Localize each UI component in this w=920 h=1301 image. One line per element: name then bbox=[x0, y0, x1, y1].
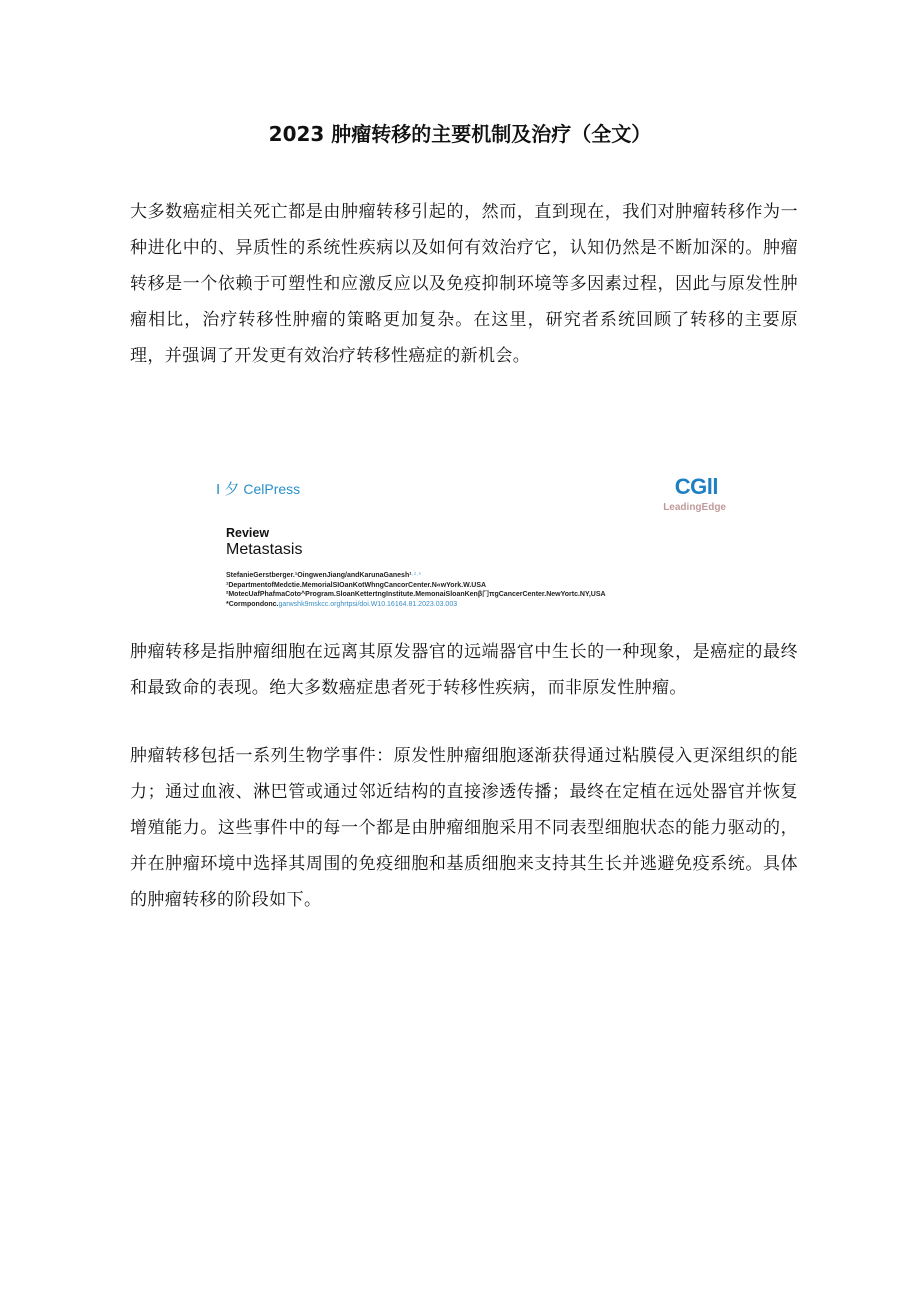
paragraph-stages: 肿瘤转移包括一系列生物学事件：原发性肿瘤细胞逐渐获得通过粘膜侵入更深组织的能力；通过血液、淋巴管或通过邻近结构的直接渗透传播；最终在定植在远处器官并恢复增殖能力。这些事件中的每一个都是由肿瘤细胞采用不同表型细胞状态的能力驱动的，并在肿瘤环境中选择其周围的免疫细胞和基质细胞来支持其生长并逃避免疫系统。具体的肿瘤转移的阶段如下。 bbox=[130, 746, 798, 910]
article-type-label: Review bbox=[226, 526, 270, 540]
correspondence-label: *Cormpondonc. bbox=[226, 600, 279, 608]
cellpress-logo bbox=[216, 478, 300, 499]
cellpress-name: CelPress bbox=[243, 480, 301, 497]
affiliation-2: ²MotecUafPhafmaCoto^Program.SloanKettertngInstitute.MemonaiSloanKenβ门πgCancerCenter.NewYortc.NY,USA bbox=[226, 591, 606, 598]
paragraph-definition: 肿瘤转移是指肿瘤细胞在远离其原发器官的远端器官中生长的一种现象，是癌症的最终和最致命的表现。绝大多数癌症患者死于转移性疾病，而非原发性肿瘤。 bbox=[130, 642, 798, 698]
authors-names: StefanieGerstberger.¹OingwenJiang/andKarunaGanesh¹ bbox=[226, 572, 412, 579]
article-title: Metastasis bbox=[226, 541, 303, 558]
correspondence-link: garwshk9mskcc.orghrtpsi/doi.W10.16164.81.2023.03.003 bbox=[278, 600, 458, 608]
authors-marks: ·²·* bbox=[411, 572, 422, 579]
affiliation-1: ¹DepartmentofMedctie.MemorialSIOanKotWhngCancorCenter.N«wYork.W.USA bbox=[226, 581, 487, 589]
authors-block bbox=[226, 571, 606, 609]
cell-journal-logo: CGll bbox=[674, 474, 718, 499]
cellpress-mark-icon: I 夕 bbox=[216, 481, 240, 498]
document-title: 2023 肿瘤转移的主要机制及治疗（全文） bbox=[268, 122, 652, 146]
correspondence-line bbox=[226, 600, 606, 610]
authors-line bbox=[226, 571, 606, 581]
journal-section-label: LeadingEdge bbox=[663, 502, 726, 513]
paper-header-image bbox=[212, 470, 732, 618]
paragraph-intro: 大多数癌症相关死亡都是由肿瘤转移引起的，然而，直到现在，我们对肿瘤转移作为一种进化中的、异质性的系统性疾病以及如何有效治疗它，认知仍然是不断加深的。肿瘤转移是一个依赖于可塑性和应激反应以及免疫抑制环境等多因素过程，因此与原发性肿瘤相比，治疗转移性肿瘤的策略更加复杂。在这里，研究者系统回顾了转移的主要原理，并强调了开发更有效治疗转移性癌症的新机会。 bbox=[130, 202, 798, 366]
